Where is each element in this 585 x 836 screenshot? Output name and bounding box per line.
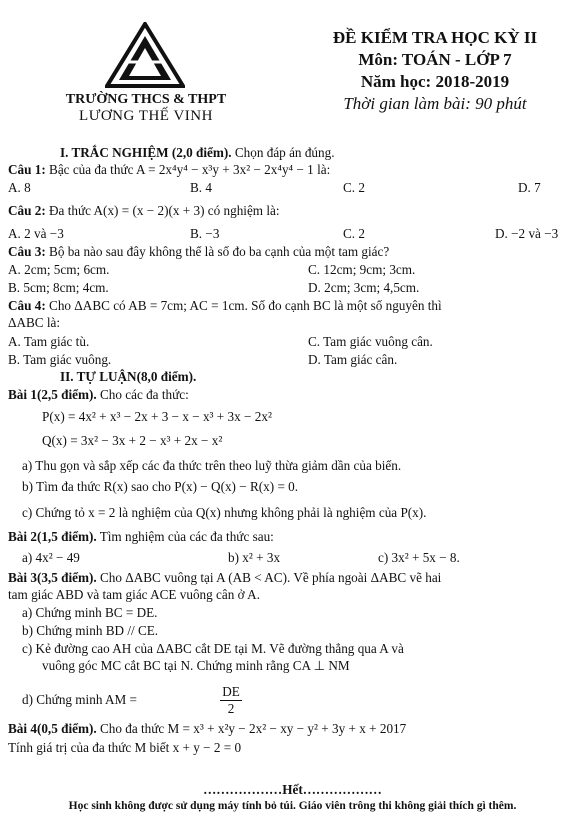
question-3 xyxy=(8,244,389,260)
option-c: C. Tam giác vuông cân. xyxy=(308,334,433,349)
question-3-text: Bộ ba nào sau đây không thể là số đo ba cạnh của một tam giác? xyxy=(45,244,390,259)
bai2-text: Tìm nghiệm của các đa thức sau: xyxy=(96,529,274,544)
question-3-options-row2 xyxy=(8,280,578,296)
bai3 xyxy=(8,570,441,586)
bai1-a: a) Thu gọn và sắp xếp các đa thức trên theo luỹ thừa giảm dần của biến. xyxy=(22,458,402,473)
option-c: C. 2 xyxy=(343,226,365,241)
question-4-text: Cho ΔABC có AB = 7cm; AC = 1cm. Số đo cạnh BC là một số nguyên thì xyxy=(45,298,442,313)
option-a: A. Tam giác tù. xyxy=(8,334,90,349)
question-4-text2: ΔABC là: xyxy=(8,315,61,330)
part1-heading xyxy=(60,145,335,161)
school-name-line2: LƯƠNG THẾ VINH xyxy=(79,108,213,124)
bai2-a: a) 4x² − 49 xyxy=(22,550,80,565)
question-2 xyxy=(8,203,280,219)
bai3-text: Cho ΔABC vuông tại A (AB < AC). Về phía ngoài ΔABC vẽ hai xyxy=(96,570,442,585)
option-b: B. Tam giác vuông. xyxy=(8,352,112,367)
part2-heading: II. TỰ LUẬN(8,0 điểm). xyxy=(60,369,197,384)
bai1-text: Cho các đa thức: xyxy=(96,387,189,402)
question-3-options-row1 xyxy=(8,262,578,278)
option-c: C. 12cm; 9cm; 3cm. xyxy=(308,262,416,277)
bai1-c: c) Chứng tỏ x = 2 là nghiệm của Q(x) nhưng không phải là nghiệm của P(x). xyxy=(22,505,427,520)
option-c: C. 2 xyxy=(343,180,365,195)
bai3-text2: tam giác ABD và tam giác ACE vuông cân ở A. xyxy=(8,587,260,602)
question-4-label: Câu 4: xyxy=(8,298,46,313)
bai4-text: Cho đa thức M = x³ + x²y − 2x² − xy − y² + 3y + x + 2017 xyxy=(96,721,407,736)
school-name-line1: TRƯỜNG THCS & THPT xyxy=(65,92,227,107)
bai1-poly-q: Q(x) = 3x² − 3x + 2 − x³ + 2x − x² xyxy=(42,433,223,448)
question-1-label: Câu 1: xyxy=(8,162,46,177)
school-logo-icon xyxy=(105,22,185,90)
fraction-denominator: 2 xyxy=(227,701,235,716)
end-marker: ………………Hết……………… xyxy=(203,782,382,797)
bai4-label: Bài 4(0,5 điểm). xyxy=(8,721,97,736)
fraction-numerator: DE xyxy=(220,684,242,701)
question-4-options-row2 xyxy=(8,352,578,368)
bai3-b: b) Chứng minh BD // CE. xyxy=(22,623,159,638)
option-d: D. −2 và −3 xyxy=(495,226,559,241)
question-3-label: Câu 3: xyxy=(8,244,46,259)
exam-year: Năm học: 2018-2019 xyxy=(360,72,510,91)
bai3-d-prefix: d) Chứng minh AM = xyxy=(22,692,137,707)
question-2-text: Đa thức A(x) = (x − 2)(x + 3) có nghiệm là: xyxy=(45,203,280,218)
bai2 xyxy=(8,529,274,545)
option-a: A. 8 xyxy=(8,180,31,195)
exam-title: ĐỀ KIỂM TRA HỌC KỲ II xyxy=(332,28,538,47)
question-1 xyxy=(8,162,330,178)
part1-title: I. TRẮC NGHIỆM (2,0 điểm). xyxy=(60,145,232,160)
exam-subject: Môn: TOÁN - LỚP 7 xyxy=(358,50,512,69)
bai3-a: a) Chứng minh BC = DE. xyxy=(22,605,158,620)
bai3-c1: c) Kẻ đường cao AH của ΔABC cắt DE tại M. Vẽ đường thẳng qua A và xyxy=(22,641,404,656)
bai2-c: c) 3x² + 5x − 8. xyxy=(378,550,460,565)
option-a: A. 2cm; 5cm; 6cm. xyxy=(8,262,110,277)
option-b: B. −3 xyxy=(190,226,220,241)
option-b: B. 4 xyxy=(190,180,212,195)
bai1-label: Bài 1(2,5 điểm). xyxy=(8,387,97,402)
bai3-label: Bài 3(3,5 điểm). xyxy=(8,570,97,585)
question-4-options-row1 xyxy=(8,334,578,350)
question-1-options xyxy=(8,180,578,196)
bai4 xyxy=(8,721,406,737)
option-b: B. 5cm; 8cm; 4cm. xyxy=(8,280,109,295)
question-4 xyxy=(8,298,442,314)
footer-note: Học sinh không được sử dụng máy tính bỏ túi. Giáo viên trông thi không giải thích gì thêm. xyxy=(68,800,517,812)
option-d: D. 2cm; 3cm; 4,5cm. xyxy=(308,280,420,295)
bai1-poly-p: P(x) = 4x² + x³ − 2x + 3 − x − x³ + 3x − 2x² xyxy=(42,409,272,424)
bai1-b: b) Tìm đa thức R(x) sao cho P(x) − Q(x) − R(x) = 0. xyxy=(22,479,299,494)
bai3-c2: vuông góc MC cắt BC tại N. Chứng minh rằng CA ⊥ NM xyxy=(42,658,350,673)
exam-time: Thời gian làm bài: 90 phút xyxy=(343,94,527,113)
bai4-text2: Tính giá trị của đa thức M biết x + y − 2 = 0 xyxy=(8,740,242,755)
option-d: D. Tam giác cân. xyxy=(308,352,398,367)
fraction xyxy=(220,684,242,717)
option-a: A. 2 và −3 xyxy=(8,226,64,241)
part1-instruction: Chọn đáp án đúng. xyxy=(231,145,335,160)
bai2-b: b) x² + 3x xyxy=(228,550,281,565)
bai1 xyxy=(8,387,189,403)
question-1-text: Bậc của đa thức A = 2x⁴y⁴ − x³y + 3x² − 2x⁴y⁴ − 1 là: xyxy=(45,162,331,177)
bai2-items xyxy=(22,550,572,566)
question-2-label: Câu 2: xyxy=(8,203,46,218)
bai2-label: Bài 2(1,5 điểm). xyxy=(8,529,97,544)
option-d: D. 7 xyxy=(518,180,541,195)
question-2-options xyxy=(8,226,578,242)
